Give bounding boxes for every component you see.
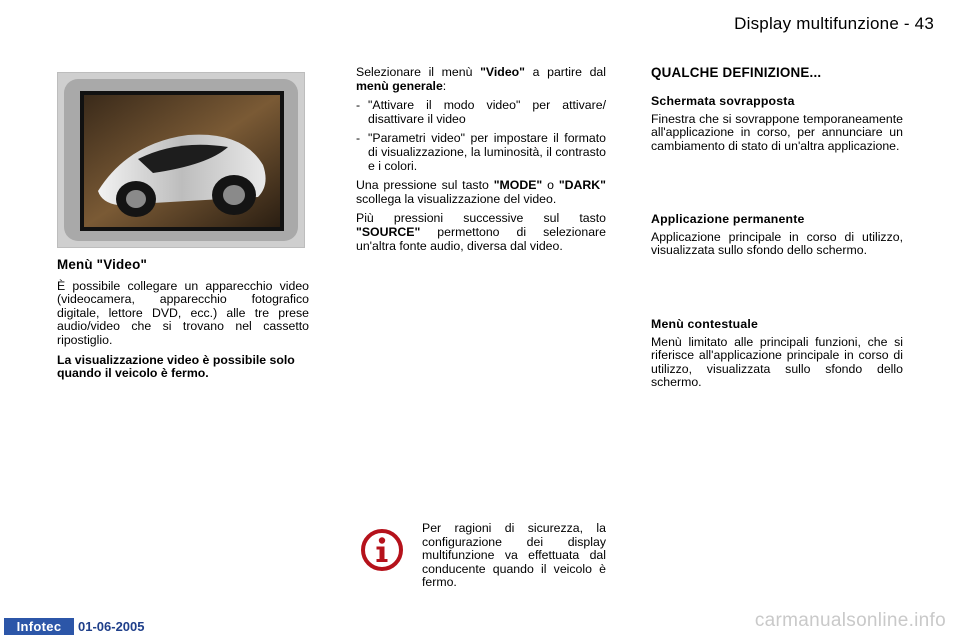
definition-text: Applicazione principale in corso di utilizzo, visualizzata sullo sfondo dello schermo.: [651, 229, 903, 258]
right-column-heading-wrap: [651, 66, 903, 88]
middle-column: [356, 66, 606, 259]
display-photo: [57, 72, 305, 248]
definition-item: [651, 95, 903, 153]
bullet-item: - "Attivare il modo video" per attivare/ disattivare il video: [356, 99, 606, 126]
video-safety-note: La visualizzazione video è possibile solo quando il veicolo è fermo.: [57, 352, 295, 381]
definition-item: [651, 318, 903, 390]
infotec-logo: Infotec: [4, 618, 74, 635]
definition-title: Applicazione permanente: [651, 212, 805, 226]
section-heading-video-menu: Menù "Video": [57, 257, 147, 272]
safety-text: Per ragioni di sicurezza, la configurazione dei display multifunzione va effettuata dal conducente quando il veicolo è fermo.: [422, 521, 606, 590]
watermark: carmanualsonline.info: [754, 610, 946, 631]
info-icon: [360, 528, 404, 572]
definition-text: Finestra che si sovrappone temporaneamente all'applicazione in corso, per annunciare un cambiamento di stato di un'altra applicazione.: [651, 111, 903, 153]
video-connection-text: È possibile collegare un apparecchio video (videocamera, apparecchio fotografico digitale, lettore DVD, ecc.) alle tre prese audio/video che si trovano nel cassetto ripostiglio.: [57, 278, 309, 347]
page-title: Display multifunzione - 43: [734, 14, 934, 33]
left-column: [57, 258, 309, 387]
definition-title: Menù contestuale: [651, 317, 759, 331]
definition-item: [651, 213, 903, 258]
mode-dark-text: Una pressione sul tasto "MODE" o "DARK" scollega la visualizzazione del video.: [356, 178, 606, 206]
edition-date: 01-06-2005: [78, 619, 145, 634]
menu-intro: Selezionare il menù "Video" a partire dal menù generale:: [356, 65, 607, 93]
safety-note-box: [356, 522, 606, 594]
definitions-heading: QUALCHE DEFINIZIONE...: [651, 65, 822, 80]
source-text: Più pressioni successive sul tasto "SOURCE" permettono di selezionare un'altra fonte audio, diversa dal video.: [356, 211, 606, 253]
definition-text: Menù limitato alle principali funzioni, che si riferisce all'applicazione principale in corso di utilizzo, visualizzata sullo sfondo dello schermo.: [651, 334, 903, 390]
definition-title: Schermata sovrapposta: [651, 94, 795, 108]
bullet-item: - "Parametri video" per impostare il formato di visualizzazione, la luminosità, il contrasto e i colori.: [356, 132, 606, 173]
